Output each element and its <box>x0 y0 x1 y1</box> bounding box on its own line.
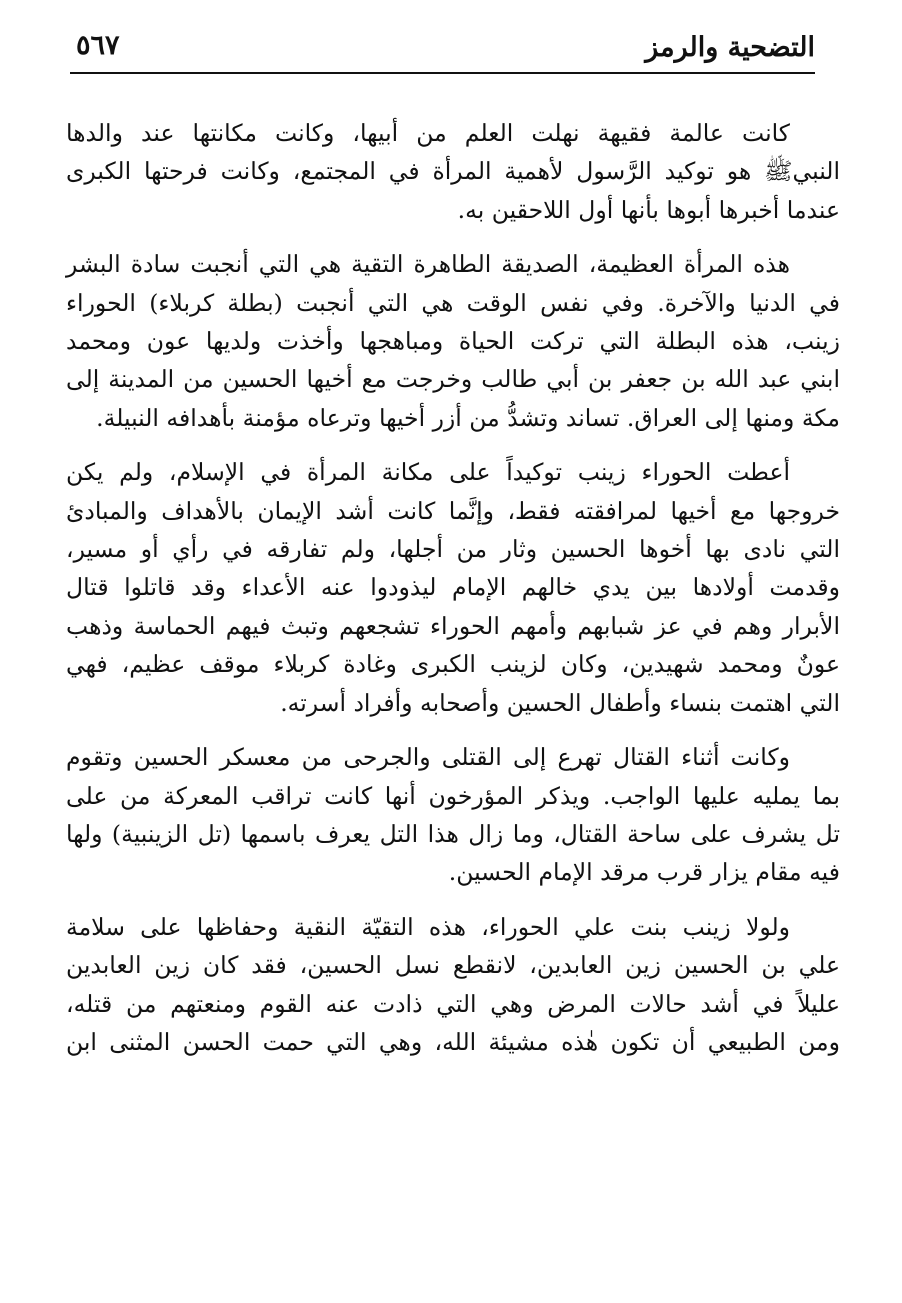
text-line: عونٌ ومحمد شهيدين، وكان لزينب الكبرى وغادة كربلاء موقف عظيم، فهي <box>66 650 840 679</box>
text-line: مكة ومنها إلى العراق. تساند وتشدُّ من أزر أخيها وترعاه مؤمنة بأهدافه النبيلة. <box>96 403 840 432</box>
text-line: الأبرار وهم في عز شبابهم وأمهم الحوراء تشجعهم وتبث فيهم الحماسة وذهب <box>66 611 840 640</box>
text-line: النبيﷺ هو توكيد الرَّسول لأهمية المرأة في المجتمع، وكانت فرحتها الكبرى <box>66 157 840 186</box>
text-line: عندما أخبرها أبوها بأنها أول اللاحقين به. <box>457 195 840 224</box>
text-line: هذه المرأة العظيمة، الصديقة الطاهرة التقية هي التي أنجبت سادة البشر <box>66 250 790 279</box>
paragraph-5 <box>66 908 840 1062</box>
text-line: كانت عالمة فقيهة نهلت العلم من أبيها، وكانت مكانتها عند والدها <box>66 119 790 147</box>
text-line: ابني عبد الله بن جعفر بن أبي طالب وخرجت مع أخيها الحسين من المدينة إلى <box>66 365 840 394</box>
running-title: التضحية والرمز <box>645 32 815 63</box>
paragraph-4 <box>66 738 840 892</box>
text-line: زينب، هذه البطلة التي تركت الحياة ومباهجها وأخذت ولديها عون ومحمد <box>66 327 840 356</box>
text-line: وقدمت أولادها بين يدي خالهم الإمام ليذودوا عنه الأعداء وقد قاتلوا قتال <box>66 573 840 602</box>
text-line: وكانت أثناء القتال تهرع إلى القتلى والجرحى من معسكر الحسين وتقوم <box>66 743 790 772</box>
body-text <box>66 114 840 1077</box>
text-line: التي نادى بها أخوها الحسين وثار من أجلها، ولم تفارقه في رأي أو مسير، <box>66 535 840 564</box>
text-line: ولولا زينب بنت علي الحوراء، هذه التقيّة النقية وحفاظها على سلامة <box>66 912 790 941</box>
text-line: تل يشرف على ساحة القتال، وما زال هذا التل يعرف باسمها (تل الزينبية) ولها <box>66 819 840 848</box>
text-line: التي اهتمت بنساء وأطفال الحسين وأصحابه وأفراد أسرته. <box>280 688 840 717</box>
running-header <box>70 26 815 74</box>
page-number: ٥٦٧ <box>76 30 120 61</box>
paragraph-1 <box>66 114 840 229</box>
text-line: عليلاً في أشد حالات المرض وهي التي ذادت عنه القوم ومنعتهم من قتله، <box>66 989 840 1018</box>
text-line: ومن الطبيعي أن تكون هٰذه مشيئة الله، وهي التي حمت الحسن المثنى ابن <box>66 1027 840 1056</box>
text-line: في الدنيا والآخرة. وفي نفس الوقت هي التي أنجبت (بطلة كربلاء) الحوراء <box>66 288 840 317</box>
text-line: خروجها مع أخيها لمرافقته فقط، وإنَّما كانت أشد الإيمان بالأهداف والمبادئ <box>66 496 840 525</box>
text-line: علي بن الحسين زين العابدين، لانقطع نسل الحسين، فقد كان زين العابدين <box>66 951 841 980</box>
text-line: فيه مقام يزار قرب مرقد الإمام الحسين. <box>448 858 840 887</box>
text-line: بما يمليه عليها الواجب. ويذكر المؤرخون أنها كانت تراقب المعركة من على <box>66 781 840 810</box>
header-rule <box>70 72 815 74</box>
paragraph-3 <box>66 453 840 722</box>
text-line: أعطت الحوراء زينب توكيداً على مكانة المرأة في الإسلام، ولم يكن <box>66 458 790 487</box>
paragraph-2 <box>66 245 840 437</box>
